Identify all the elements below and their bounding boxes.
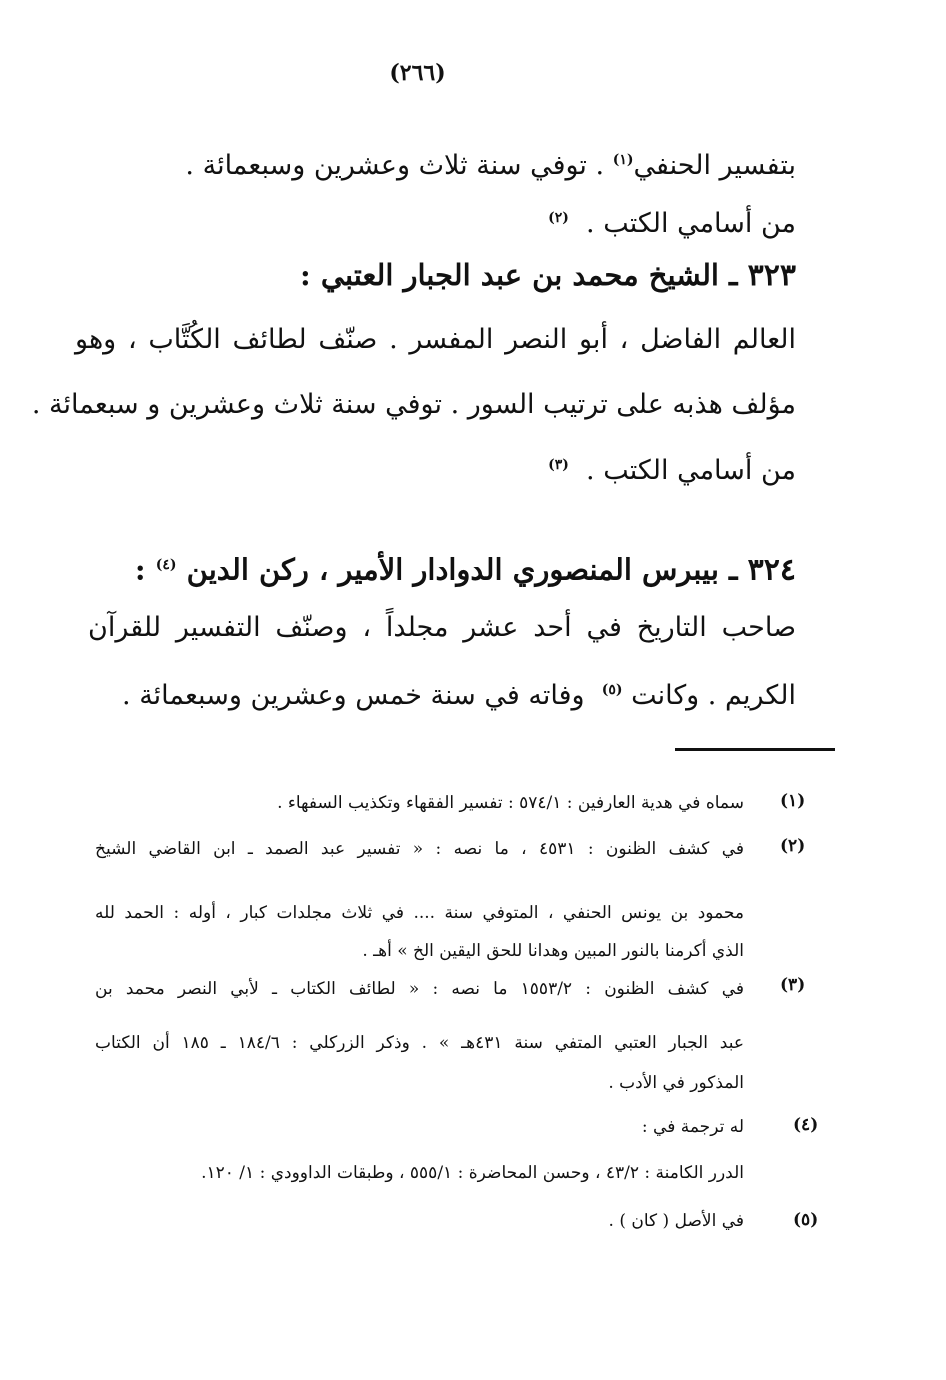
entry-number: ٣٢٤ <box>747 552 796 588</box>
footnote-separator <box>675 748 835 751</box>
footnote-ref-4[interactable]: (٤) <box>155 557 177 573</box>
entry-number: ٣٢٣ <box>747 258 796 293</box>
body-line-4: مؤلف هذبه على ترتيب السور . توفي سنة ثلاث وعشرين و سبعمائة . <box>31 389 796 420</box>
body-line-5 <box>548 445 796 491</box>
body-text: . توفي سنة ثلاث وعشرين وسبعمائة . <box>185 150 613 181</box>
footnote-2-line-1: في كشف الظنون : ٤٥٣١ ، ما نصه : « تفسير عبد الصمد ـ ابن القاضي الشيخ <box>95 839 744 859</box>
footnote-ref-2[interactable]: (٢) <box>548 210 569 226</box>
body-line-6: صاحب التاريخ في أحد عشر مجلداً ، وصنّف التفسير للقرآن <box>88 612 796 643</box>
footnote-3-line-3: المذكور في الأدب . <box>608 1073 744 1093</box>
footnote-number-4: (٤) <box>793 1115 819 1135</box>
body-line-2 <box>548 198 796 244</box>
footnote-ref-5[interactable]: (٥) <box>601 682 623 698</box>
footnote-number-1: (١) <box>780 791 806 811</box>
footnote-1: سماه في هدية العارفين : ٥٧٤/١ : تفسير الفقهاء وتكذيب السفهاء . <box>277 793 744 813</box>
body-text: من أسامي الكتب . <box>586 208 796 239</box>
footnote-3-line-2: عبد الجبار العتبي المتفي سنة ٤٣١هـ » . وذكر الزركلي : ١٨٤/٦ ـ ١٨٥ أن الكتاب <box>95 1033 744 1053</box>
body-line-1 <box>185 140 796 186</box>
body-text: بتفسير الحنفي <box>633 150 796 181</box>
footnote-2-line-2: محمود بن يونس الحنفي ، المتوفي سنة .... في ثلاث مجلدات كبار ، أوله : الحمد لله <box>95 903 744 923</box>
entry-title: ـ بيبرس المنصوري الدوادار الأمير ، ركن الدين <box>186 552 748 587</box>
body-line-3: العالم الفاضل ، أبو النصر المفسر . صنّف لطائف الكُتَّاب ، وهو <box>75 324 796 355</box>
footnote-number-5: (٥) <box>793 1210 819 1230</box>
entry-colon: : <box>134 552 156 587</box>
footnote-3-line-1: في كشف الظنون : ١٥٥٣/٢ ما نصه : « لطائف الكتاب ـ لأبي النصر محمد بن <box>95 979 744 999</box>
entry-title: ـ الشيخ محمد بن عبد الجبار العتبي : <box>300 258 748 292</box>
footnote-4-line-2: الدرر الكامنة : ٤٣/٢ ، وحسن المحاضرة : ٥٥٥/١ ، وطبقات الداوودي : ١/ ١٢٠. <box>201 1163 744 1183</box>
body-text: وفاته في سنة خمس وعشرين وسبعمائة . <box>122 680 594 711</box>
footnote-ref-3[interactable]: (٣) <box>548 457 569 473</box>
entry-heading-324 <box>135 545 796 591</box>
body-line-7 <box>122 670 796 716</box>
footnote-2-line-3: الذي أكرمنا بالنور المبين وهدانا للحق اليقين الخ » أهـ . <box>362 941 744 961</box>
body-text: من أسامي الكتب . <box>586 455 796 486</box>
footnote-4-line-1: له ترجمة في : <box>641 1117 744 1137</box>
page-number: (٢٦٦) <box>389 60 446 86</box>
footnote-number-3: (٣) <box>780 975 806 995</box>
footnote-number-2: (٢) <box>780 836 806 856</box>
footnote-5: في الأصل ( كان ) . <box>608 1211 744 1231</box>
body-text: الكريم . وكانت <box>631 680 796 711</box>
footnote-ref-1[interactable]: (١) <box>612 152 634 168</box>
entry-heading-323 <box>300 255 796 296</box>
